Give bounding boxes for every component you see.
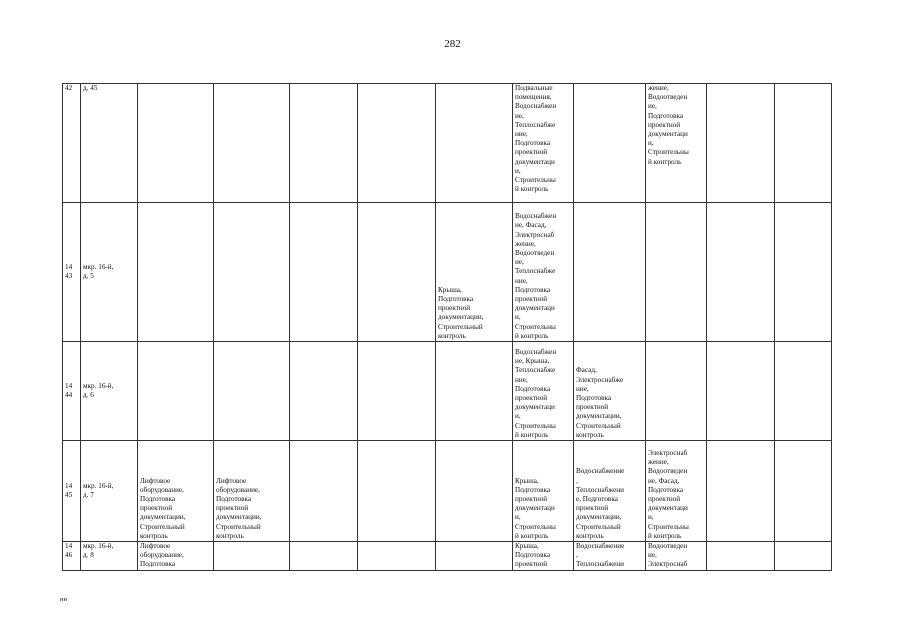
table-cell: [358, 342, 436, 441]
address-cell: мкр. 16-й, д. 5: [81, 203, 138, 342]
table-cell: [358, 441, 436, 542]
table-cell: [290, 84, 358, 203]
table-cell: жение, Водоотведен ие, Подготовка проектной документаци и, Строительны й контроль: [646, 84, 707, 203]
table-cell: [214, 542, 290, 571]
table-cell: Водоснабжен ие, Фасад, Электроснаб жение, Водоотведен ие, Теплоснабже ние, Подготовка проектной документаци и, Строительны й контроль: [513, 203, 574, 342]
table-cell: Электроснаб жение, Водоотведен ие, Фасад, Подготовка проектной документаци и, Строительны й контроль: [646, 441, 707, 542]
table-cell: [436, 542, 513, 571]
table-row: [63, 542, 832, 571]
table-cell: [707, 84, 775, 203]
table-cell: [358, 542, 436, 571]
table-cell: [707, 203, 775, 342]
table-cell: Лифтовое оборудование, Подготовка проектной документации, Строительный контроль: [138, 441, 214, 542]
table-cell: Водоотведен ие, Электроснаб: [646, 542, 707, 571]
table-cell: [290, 542, 358, 571]
table-cell: [775, 342, 832, 441]
table-cell: [138, 342, 214, 441]
table-cell: [436, 342, 513, 441]
table-cell: Крыша, Подготовка проектной документаци и, Строительны й контроль: [513, 441, 574, 542]
table-cell: [290, 441, 358, 542]
table-cell: [138, 203, 214, 342]
table-cell: [707, 342, 775, 441]
table-cell: [214, 203, 290, 342]
table-cell: [214, 342, 290, 441]
row-number: 14 43: [63, 203, 81, 342]
table-cell: [646, 342, 707, 441]
table-cell: [574, 84, 646, 203]
table-row: [63, 441, 832, 542]
table-cell: [358, 84, 436, 203]
table-cell: [358, 203, 436, 342]
table-cell: [290, 342, 358, 441]
table-cell: Крыша, Подготовка проектной документации, Строительный контроль: [436, 203, 513, 342]
address-cell: мкр. 16-й, д. 7: [81, 441, 138, 542]
table-cell: Водоснабжение , Теплоснабжени е, Подготовка проектной документации, Строительный контроль: [574, 441, 646, 542]
table-row: [63, 84, 832, 203]
table-cell: [775, 203, 832, 342]
table-cell: [436, 441, 513, 542]
table-cell: [436, 84, 513, 203]
row-number: 14 44: [63, 342, 81, 441]
table-cell: [775, 542, 832, 571]
table-row: [63, 342, 832, 441]
table-cell: Фасад, Электроснабже ние, Подготовка проектной документации, Строительный контроль: [574, 342, 646, 441]
address-cell: мкр. 16-й, д. 6: [81, 342, 138, 441]
row-number: 14 46: [63, 542, 81, 571]
table-cell: Водоснабжение , Теплоснабжени: [574, 542, 646, 571]
table-cell: [646, 203, 707, 342]
table-cell: [707, 542, 775, 571]
address-cell: мкр. 16-й, д. 8: [81, 542, 138, 571]
page-number: 282: [444, 38, 461, 50]
table-cell: [775, 84, 832, 203]
row-number: 42: [63, 84, 81, 203]
table-cell: [574, 203, 646, 342]
table-cell: [138, 84, 214, 203]
table-cell: Водоснабжен ие, Крыша, Теплоснабже ние, Подготовка проектной документаци и, Строительны й контроль: [513, 342, 574, 441]
table-cell: [707, 441, 775, 542]
table-cell: Лифтовое оборудование, Подготовка проектной документации, Строительный контроль: [214, 441, 290, 542]
table-row: [63, 203, 832, 342]
works-schedule-table: [62, 83, 832, 571]
table-cell: [290, 203, 358, 342]
table-cell: [775, 441, 832, 542]
table-cell: Лифтовое оборудование, Подготовка: [138, 542, 214, 571]
table-cell: Подвальные помещения, Водоснабжен ие, Теплоснабже ние, Подготовка проектной документаци и, Строительны й контроль: [513, 84, 574, 203]
row-number: 14 45: [63, 441, 81, 542]
address-cell: д. 45: [81, 84, 138, 203]
footer-mark: нн: [60, 596, 67, 603]
table-cell: Крыша, Подготовка проектной: [513, 542, 574, 571]
table-cell: [214, 84, 290, 203]
